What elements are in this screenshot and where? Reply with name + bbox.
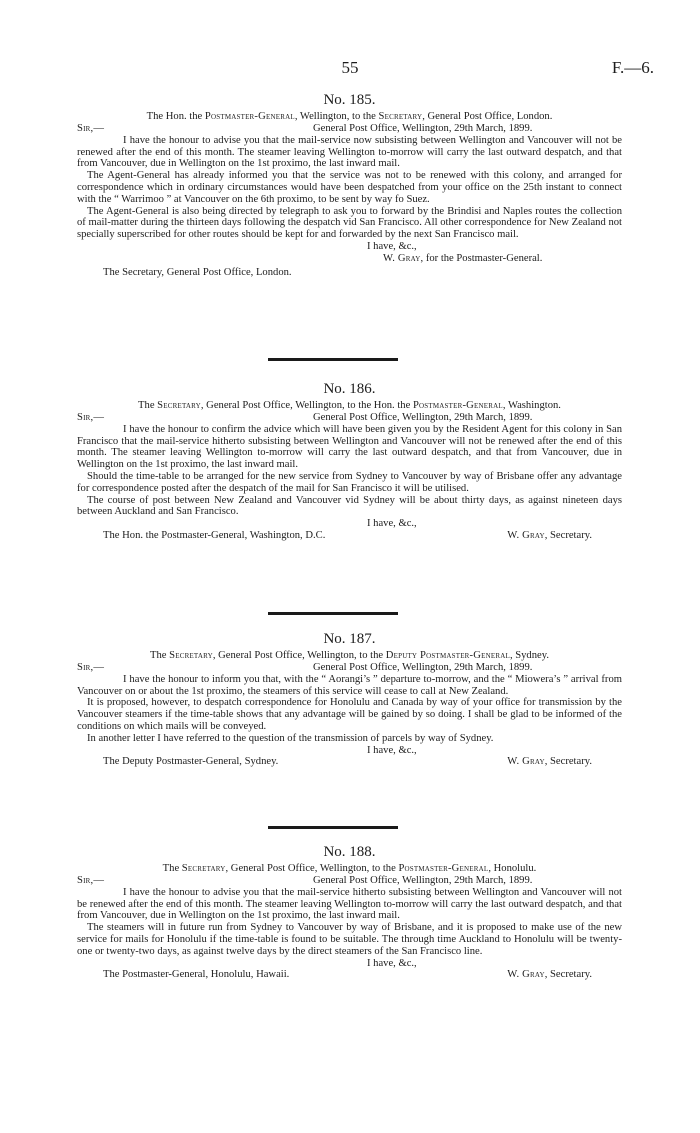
- letter-heading: The Hon. the Postmaster-General, Wellington, to the Secretary, General Post Office, London.: [146, 111, 553, 122]
- paragraph: In another letter I have referred to the question of the transmission of parcels by way of Sydney.: [87, 732, 494, 744]
- letter-188: [77, 843, 622, 981]
- recipient-row: [77, 530, 622, 542]
- letter-number: No. 188.: [323, 844, 376, 860]
- letter-heading: The Secretary, General Post Office, Wellington, to the Hon. the Postmaster-General, Washington.: [138, 400, 561, 411]
- document-code: F.—6.: [611, 58, 654, 77]
- letter-number: No. 186.: [323, 381, 376, 397]
- paragraph: The course of post between New Zealand and Vancouver vid Sydney will be about thirty days, as against nineteen days between Auckland and San Francisco.: [77, 494, 622, 518]
- salutation-row: [77, 662, 622, 674]
- recipient-row: [77, 969, 622, 981]
- letter-number: No. 187.: [323, 631, 376, 647]
- recipient: The Hon. the Postmaster-General, Washington, D.C.: [103, 529, 326, 541]
- letter-187: [77, 630, 622, 768]
- signature: W. Gray, Secretary.: [507, 529, 592, 541]
- paragraph: The Agent-General is also being directed by telegraph to ask you to forward by the Brindisi and Naples routes the collection of mail-matter during the thirteen days following the despatch vid San Francisco. All other correspondence for New Zealand not specially superscribed for other routes should be kept for and forwarded by the next San Francisco mail.: [77, 205, 622, 241]
- dateline: General Post Office, Wellington, 29th March, 1899.: [313, 122, 533, 134]
- letter-number: No. 185.: [323, 92, 376, 108]
- signature: W. Gray, Secretary.: [507, 756, 592, 768]
- paragraph: I have the honour to advise you that the mail-service now subsisting between Wellington and Vancouver will not be renewed after the end of this month. The steamer leaving Wellington to-morrow will carry the last outward despatch, and that from Vancouver, due in Wellington on the 1st proximo, the last inward mail.: [77, 134, 622, 170]
- salutation-row: [77, 875, 622, 887]
- paragraph: It is proposed, however, to despatch correspondence for Honolulu and Canada by way of your office for transmission by the Vancouver steamers if the time-table shows that any advantage will be gained by so doing. I shall be glad to be informed of the conditions on which mails will be conveyed.: [77, 697, 622, 732]
- dateline: General Post Office, Wellington, 29th March, 1899.: [313, 874, 533, 886]
- closing: I have, &c.,: [367, 240, 417, 252]
- letter-186: [77, 380, 622, 542]
- paragraph: The steamers will in future run from Sydney to Vancouver by way of Brisbane, and it is proposed to make use of the new service for mails for Honolulu if the time-table is found to be suitable. The through time Auckland to Honolulu will be twenty-one or twenty-two days, as against twelve days by the direct steamers of the San Francisco line.: [77, 922, 622, 957]
- recipient-row: [77, 756, 622, 768]
- dateline: General Post Office, Wellington, 29th March, 1899.: [313, 411, 533, 423]
- closing: I have, &c.,: [367, 744, 417, 756]
- closing: I have, &c.,: [367, 957, 417, 969]
- dateline: General Post Office, Wellington, 29th March, 1899.: [313, 661, 533, 673]
- paragraph: I have the honour to inform you that, with the “ Aorangi’s ” departure to-morrow, and the “ Miowera’s ” arrival from Vancouver on or about the 1st proximo, the steamers of this service will cease to call at New Zealand.: [77, 673, 622, 697]
- salutation: Sir,—: [77, 874, 105, 886]
- closing: I have, &c.,: [367, 518, 417, 530]
- letter-heading: The Secretary, General Post Office, Wellington, to the Deputy Postmaster-General, Sydney.: [150, 650, 549, 661]
- paragraph: Should the time-table to be arranged for the new service from Sydney to Vancouver by way of Brisbane offer any advantage for correspondence posted after the despatch of the mail for San Francisco it will be utilised.: [77, 470, 622, 494]
- recipient: The Postmaster-General, Honolulu, Hawaii.: [103, 969, 290, 981]
- signature: W. Gray, Secretary.: [507, 969, 592, 981]
- section-divider: [268, 358, 398, 361]
- salutation-row: [77, 412, 622, 424]
- letter-185: [77, 91, 622, 279]
- page-number: 55: [341, 58, 359, 77]
- salutation: Sir,—: [77, 122, 105, 134]
- section-divider: [268, 826, 398, 829]
- salutation-row: [77, 123, 622, 135]
- salutation: Sir,—: [77, 411, 105, 423]
- recipient-row: [77, 267, 622, 279]
- paragraph: I have the honour to confirm the advice which will have been given you by the Resident Agent for this colony in San Francisco that the mail-service hitherto subsisting between Wellington and Vancouver will not be renewed after the end of this month. The steamer leaving Wellington to-morrow will carry the last outward despatch, and that from Vancouver, due in Wellington on the 1st proximo, the last inward mail.: [77, 423, 622, 471]
- paragraph: I have the honour to advise you that the mail-service hitherto subsisting between Wellington and Vancouver will not be renewed after the end of this month. The steamer leaving Wellington to-morrow will carry the last outward despatch, and that from Vancouver, due in Wellington on the 1st proximo, the last inward mail.: [77, 886, 622, 922]
- signature: W. Gray, for the Postmaster-General.: [383, 252, 543, 264]
- paragraph: The Agent-General has already informed you that the service was not to be renewed with this colony, and arranged for correspondence which in ordinary circumstances would have been despatched from your office on the 25th instant to connect with the “ Warrimoo ” at Vancouver on the 6th proximo, to be sent by way fo Suez.: [77, 170, 622, 205]
- recipient: The Deputy Postmaster-General, Sydney.: [103, 756, 279, 768]
- salutation: Sir,—: [77, 661, 105, 673]
- section-divider: [268, 612, 398, 615]
- letter-heading: The Secretary, General Post Office, Wellington, to the Postmaster-General, Honolulu.: [162, 863, 537, 874]
- recipient: The Secretary, General Post Office, London.: [103, 266, 292, 278]
